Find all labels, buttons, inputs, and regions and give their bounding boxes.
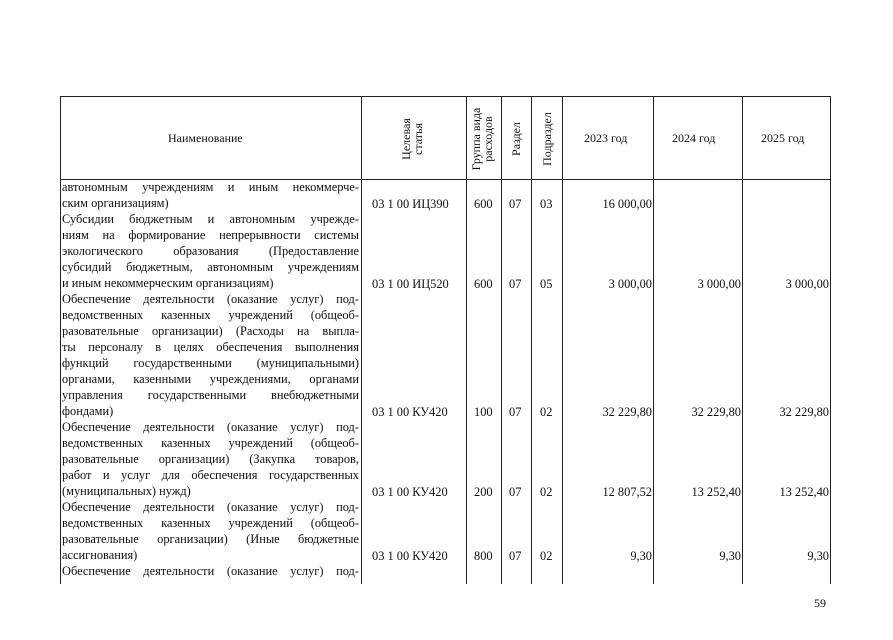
row-3-text-line: фондами) <box>62 404 114 418</box>
row-5-subsection: 02 <box>540 549 553 563</box>
header-name: Наименование <box>168 131 243 145</box>
row-5-text-line: Обеспечение деятельности (оказание услуг) под- <box>62 500 359 514</box>
row-1-group: 600 <box>474 197 493 211</box>
header-target-line2: статья <box>411 123 425 155</box>
row-2-2024: 3 000,00 <box>697 277 741 291</box>
row-5-section: 07 <box>509 549 522 563</box>
row-3-subsection: 02 <box>540 405 553 419</box>
row-1-code: 03 1 00 ИЦ390 <box>372 197 449 211</box>
row-3-section: 07 <box>509 405 522 419</box>
row-5-group: 800 <box>474 549 493 563</box>
row-3-2025: 32 229,80 <box>779 405 829 419</box>
page-number: 59 <box>814 596 826 610</box>
row-3-text-line: управления государственными внебюджетными <box>62 388 359 402</box>
col-border-section <box>531 96 532 584</box>
row-3-code: 03 1 00 КУ420 <box>372 405 448 419</box>
row-4-2024: 13 252,40 <box>691 485 741 499</box>
header-group-line1: Группа вида <box>469 107 483 171</box>
header-subsection: Подраздел <box>540 112 554 166</box>
col-border-2023 <box>653 96 654 584</box>
row-5-text-line: ассигнования) <box>62 548 138 562</box>
row-3-text-line: ведомственных казенных учреждений (общеоб- <box>62 308 359 322</box>
row-4-section: 07 <box>509 485 522 499</box>
header-target-line1: Целевая <box>399 118 413 160</box>
row-4-subsection: 02 <box>540 485 553 499</box>
header-target <box>400 99 426 179</box>
col-border-subsection <box>562 96 563 584</box>
row-2-2025: 3 000,00 <box>785 277 829 291</box>
table-top-border <box>60 96 831 97</box>
row-1-section: 07 <box>509 197 522 211</box>
col-border-2024 <box>742 96 743 584</box>
row-3-2023: 32 229,80 <box>602 405 652 419</box>
row-5-text-line: ведомственных казенных учреждений (общеоб- <box>62 516 359 530</box>
row-5-code: 03 1 00 КУ420 <box>372 549 448 563</box>
header-2023: 2023 год <box>584 131 628 145</box>
row-4-text-line: Обеспечение деятельности (оказание услуг) под- <box>62 420 359 434</box>
row-5-2023: 9,30 <box>630 549 652 563</box>
row-4-text-line: работ и услуг для обеспечения государственных <box>62 468 359 482</box>
row-2-text-line: субсидий бюджетным, автономным учреждениям <box>62 260 359 274</box>
row-4-text-line: разовательные организации) (Закупка товаров, <box>62 452 359 466</box>
row-5-2025: 9,30 <box>807 549 829 563</box>
row-1-text-line: ским организациям) <box>62 196 169 210</box>
row-1-2023: 16 000,00 <box>602 197 652 211</box>
col-border-group <box>501 96 502 584</box>
row-4-text-line: ведомственных казенных учреждений (общеоб- <box>62 436 359 450</box>
row-3-text-line: органами, казенными учреждениями, органами <box>62 372 359 386</box>
row-2-text-line: и иным некоммерческим организациям) <box>62 276 274 290</box>
row-2-section: 07 <box>509 277 522 291</box>
row-2-subsection: 05 <box>540 277 553 291</box>
row-4-code: 03 1 00 КУ420 <box>372 485 448 499</box>
row-3-text-line: Обеспечение деятельности (оказание услуг) под- <box>62 292 359 306</box>
col-border-left <box>60 96 61 584</box>
col-border-name <box>361 96 362 584</box>
row-3-text-line: функций государственными (муниципальными) <box>62 356 359 370</box>
row-2-text-line: Субсидии бюджетным и автономным учрежде- <box>62 212 359 226</box>
row-2-text-line: экологического образования (Предоставление <box>62 244 359 258</box>
header-section: Раздел <box>509 122 523 156</box>
row-3-text-line: разовательные организации) (Расходы на выпла- <box>62 324 359 338</box>
row-3-text-line: ты персоналу в целях обеспечения выполнения <box>62 340 359 354</box>
row-3-2024: 32 229,80 <box>691 405 741 419</box>
row-5-text-line: разовательные организации) (Иные бюджетные <box>62 532 359 546</box>
col-border-right <box>830 96 831 584</box>
row-2-code: 03 1 00 ИЦ520 <box>372 277 449 291</box>
row-1-subsection: 03 <box>540 197 553 211</box>
row-2-text-line: ниям на формирование непрерывности системы <box>62 228 359 242</box>
header-group-line2: расходов <box>481 116 495 162</box>
row-4-group: 200 <box>474 485 493 499</box>
row-3-group: 100 <box>474 405 493 419</box>
header-group <box>470 94 496 184</box>
row-5-2024: 9,30 <box>719 549 741 563</box>
row-6-text-line: Обеспечение деятельности (оказание услуг) под- <box>62 564 359 578</box>
header-2024: 2024 год <box>672 131 716 145</box>
row-2-group: 600 <box>474 277 493 291</box>
row-4-2023: 12 807,52 <box>602 485 652 499</box>
row-4-2025: 13 252,40 <box>779 485 829 499</box>
header-2025: 2025 год <box>761 131 805 145</box>
row-1-text-line: автономным учреждениям и иным некоммерче- <box>62 180 359 194</box>
row-2-2023: 3 000,00 <box>608 277 652 291</box>
col-border-target <box>466 96 467 584</box>
row-4-text-line: (муниципальных) нужд) <box>62 484 191 498</box>
